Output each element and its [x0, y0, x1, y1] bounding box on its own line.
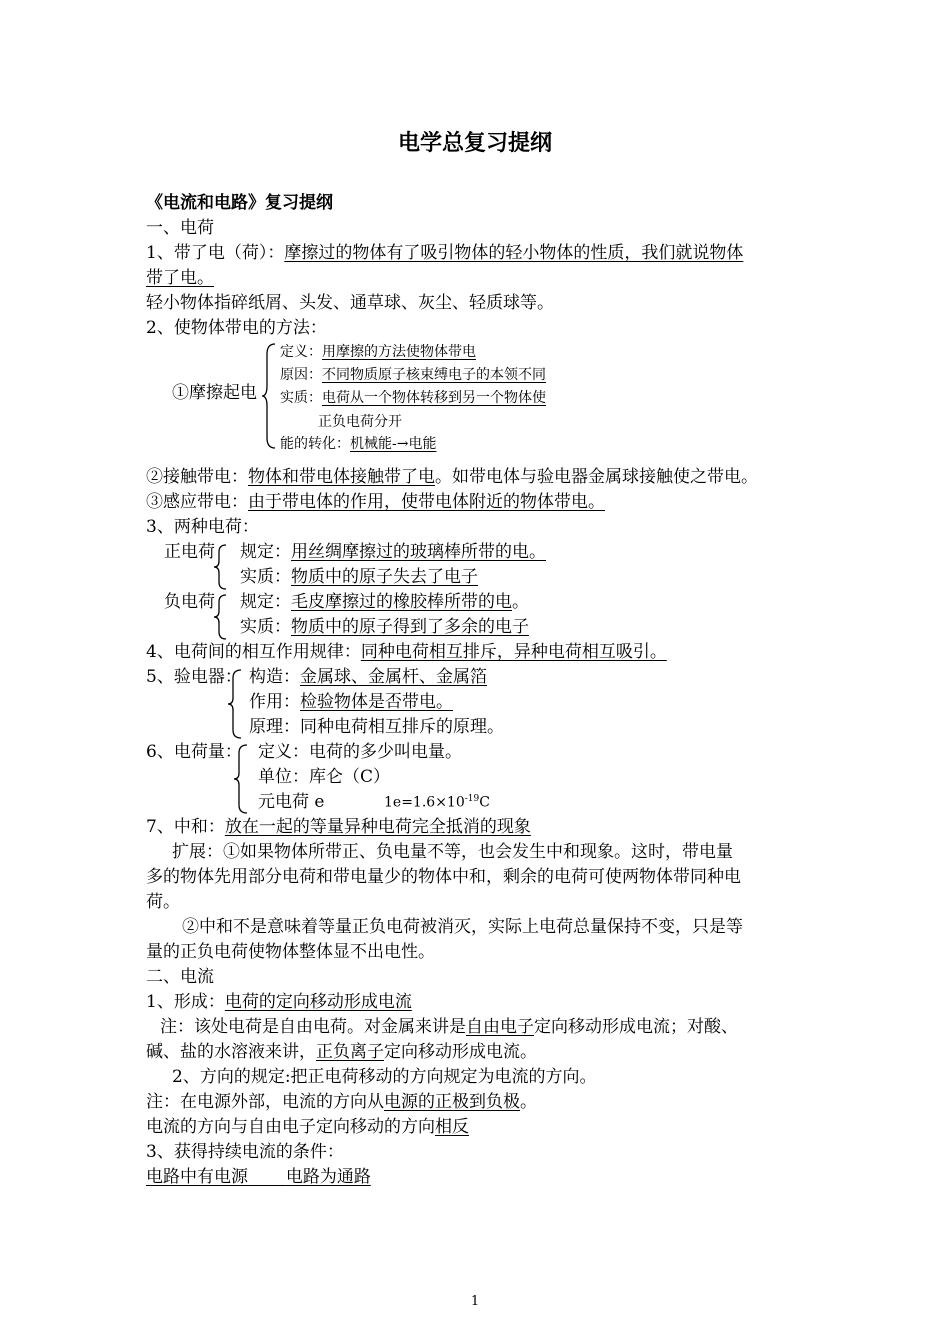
negative-essence: 实质：物质中的原子得到了多余的电子: [240, 617, 529, 637]
current-formation: 1、形成：电荷的定向移动形成电流: [146, 992, 412, 1012]
electroscope-brace: [228, 668, 244, 740]
electroscope-principle: 原理：同种电荷相互排斥的原理。: [249, 717, 504, 737]
two-charges: 3、两种电荷：: [146, 517, 259, 537]
elementary-charge-label: 元电荷 e: [258, 792, 325, 812]
positive-charge-label: 正电荷: [164, 542, 215, 562]
extension-1-line-1: 扩展：①如果物体所带正、负电量不等，也会发生中和现象。这时，带电量: [172, 842, 733, 862]
current-direction-note: 注：在电源外部，电流的方向从电源的正极到负极。: [146, 1092, 537, 1112]
extension-1-line-2: 多的物体先用部分电荷和带电量少的物体中和，剩余的电荷可使两物体带同种电: [146, 867, 741, 887]
friction-essence-cont: 正负电荷分开: [318, 414, 402, 430]
document-title: 电学总复习提纲: [397, 131, 552, 156]
extension-1-line-3: 荷。: [146, 892, 180, 912]
positive-essence: 实质：物质中的原子失去了电子: [240, 567, 478, 587]
positive-brace: [214, 543, 228, 591]
heading-current: 二、电流: [146, 967, 214, 987]
negative-rule: 规定：毛皮摩擦过的橡胶棒所带的电。: [240, 592, 529, 612]
negative-charge-label: 负电荷: [164, 592, 215, 612]
item-charged: 1、带了电（荷）：摩擦过的物体有了吸引物体的轻小物体的性质，我们就说物体: [146, 243, 744, 263]
current-note-line-1: 注：该处电荷是自由电荷。对金属来讲是自由电子定向移动形成电流；对酸、: [160, 1017, 738, 1037]
item-charged-cont: 带了电。: [146, 268, 214, 288]
page-number: 1: [470, 1294, 480, 1309]
charging-methods: 2、使物体带电的方法：: [146, 318, 327, 338]
friction-brace: [262, 342, 278, 450]
friction-energy: 能的转化：机械能-→电能: [280, 436, 437, 452]
section-title: 《电流和电路》复习提纲: [146, 193, 333, 213]
positive-rule: 规定：用丝绸摩擦过的玻璃棒所带的电。: [240, 542, 546, 562]
friction-essence: 实质：电荷从一个物体转移到另一个物体使: [280, 390, 546, 406]
induction-charging: ③感应带电：由于带电体的作用，使带电体附近的物体带电。: [146, 492, 605, 512]
interaction-law: 4、电荷间的相互作用规律：同种电荷相互排斥，异种电荷相互吸引。: [146, 642, 667, 662]
electroscope-structure: 构造：金属球、金属杆、金属箔: [249, 667, 487, 687]
charge-quantity-unit: 单位：库仑（C）: [258, 767, 391, 787]
conditions-list: 电路中有电源 电路为通路: [146, 1167, 371, 1187]
negative-brace: [214, 593, 228, 641]
friction-cause: 原因：不同物质原子核束缚电子的本领不同: [280, 367, 546, 383]
charge-quantity-label: 6、电荷量：: [146, 742, 242, 762]
neutralization: 7、中和：放在一起的等量异种电荷完全抵消的现象: [146, 817, 531, 837]
electroscope-label: 5、验电器：: [146, 667, 242, 687]
current-note-line-2: 碱、盐的水溶液来讲，正负离子定向移动形成电流。: [146, 1042, 537, 1062]
charge-quantity-brace: [234, 743, 250, 815]
friction-label: ①摩擦起电: [172, 383, 257, 403]
electroscope-function: 作用：检验物体是否带电。: [249, 692, 453, 712]
light-object-note: 轻小物体指碎纸屑、头发、通草球、灰尘、轻质球等。: [146, 293, 554, 313]
elementary-charge-value: $1e=1.6\times 10^{-19}C$: [384, 794, 490, 811]
charge-quantity-definition: 定义：电荷的多少叫电量。: [258, 742, 462, 762]
extension-2-line-2: 量的正负电荷使物体整体显不出电性。: [146, 942, 435, 962]
extension-2-line-1: ②中和不是意味着等量正负电荷被消灭，实际上电荷总量保持不变，只是等: [182, 917, 743, 937]
heading-charge: 一、电荷: [146, 218, 214, 238]
current-direction: 2、方向的规定:把正电荷移动的方向规定为电流的方向。: [172, 1067, 597, 1087]
electron-direction: 电流的方向与自由电子定向移动的方向相反: [146, 1117, 469, 1137]
continuous-current-conditions: 3、获得持续电流的条件：: [146, 1142, 344, 1162]
contact-charging: ②接触带电：物体和带电体接触带了电。如带电体与验电器金属球接触使之带电。: [146, 467, 758, 487]
friction-definition: 定义：用摩擦的方法使物体带电: [280, 344, 476, 360]
